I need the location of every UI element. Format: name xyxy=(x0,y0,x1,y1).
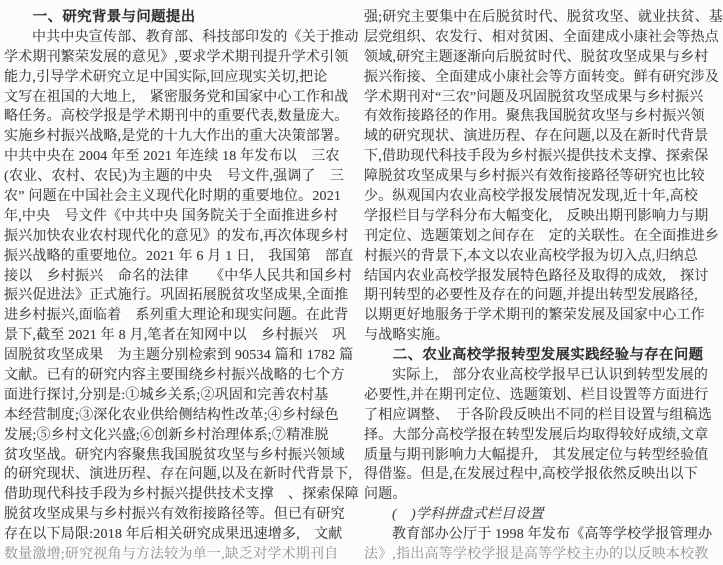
text-line: 接以 乡村振兴 命名的法律 《中华人民共和国乡村 xyxy=(4,268,352,284)
text-line: 与战略实施。 xyxy=(364,328,450,344)
text-line: 振兴促进法》正式施行。巩固拓展脱贫攻坚成果,全面推 xyxy=(4,288,349,304)
text-line: 法》,指出高等学校学报是高等学校主办的以反映本校教 xyxy=(364,547,709,563)
text-line: 层党组织、农发行、相对贫困、全面建成小康社会等热点 xyxy=(364,29,719,45)
subsection-heading: ( )学科拼盘式栏目设置 xyxy=(392,507,544,523)
text-line: 障脱贫攻坚成果与乡村振兴有效衔接路径等研究也比较 xyxy=(364,169,705,185)
text-line: 振兴衔接、全面建成小康社会等方面转变。鲜有研究涉及 xyxy=(364,69,719,85)
text-line: 强;研究主要集中在后脱贫时代、脱贫攻坚、就业扶贫、基 xyxy=(364,10,723,25)
text-line: 少。纵观国内农业高校学报发展情况发现,近十年,高校 xyxy=(364,189,698,205)
section-heading: 二、农业高校学报转型发展实践经验与存在问题 xyxy=(392,347,704,364)
text-line: 贫攻坚战。研究内容聚焦我国脱贫攻坚与乡村振兴领域 xyxy=(4,447,345,463)
text-line: 文献。已有的研究内容主要围绕乡村振兴战略的七个方 xyxy=(4,368,345,384)
text-line: 固脱贫攻坚成果 为主题分别检索到 90534 篇和 1782 篇 xyxy=(4,348,354,364)
text-line: 有效衔接路径的作用。聚焦我国脱贫攻坚与乡村振兴领 xyxy=(364,109,705,125)
text-line: 景下,截至 2021 年 8 月,笔者在知网中以 乡村振兴 巩 xyxy=(4,328,347,344)
text-line: 必要性,并在期刊定位、选题策划、栏目设置等方面进行 xyxy=(364,387,709,403)
text-line: 数量激增;研究视角与方法较为单一,缺乏对学术期刊自 xyxy=(4,547,339,563)
text-line: 本经营制度;③深化农业供给侧结构性改革;④乡村绿色 xyxy=(4,407,339,423)
text-line: 域的研究现状、演进历程、存在问题,以及在新时代背景 xyxy=(364,129,709,145)
text-line: 领域,研究主题逐渐向后脱贫时代、脱贫攻坚成果与乡村 xyxy=(364,49,709,65)
text-line: 的研究现状、演进历程、存在问题,以及在新时代背景下, xyxy=(4,467,353,483)
text-line: 学术期刊对“三农”问题及巩固脱贫攻坚成果与乡村振兴 xyxy=(364,89,704,105)
right-text-column xyxy=(364,8,723,563)
text-line: 实施乡村振兴战略,是党的十九大作出的重大决策部署。 xyxy=(4,129,349,145)
text-line: 面进行探讨,分别是:①城乡关系;②巩固和完善农村基 xyxy=(4,387,329,403)
text-line: 农” 问题在中国社会主义现代化时期的重要地位。2021 xyxy=(4,189,342,205)
text-line: 质量与期刊影响力大幅提升, 其发展定位与转型经验值 xyxy=(364,447,709,463)
text-line: 脱贫攻坚成果与乡村振兴有效衔接路径等。但已有研究 xyxy=(4,507,345,523)
text-line: 年,中央 号文件《中共中央 国务院关于全面推进乡村 xyxy=(4,208,338,224)
text-line: 村振兴的背景下,本文以农业高校学报为切入点,归纳总 xyxy=(364,248,698,264)
text-line: 得借鉴。但是,在发展过程中,高校学报依然反映出以下 xyxy=(364,467,698,483)
text-line: 学报栏目与学科分布大幅变化, 反映出期刊影响力与期 xyxy=(364,208,709,224)
text-line: 中共中央在 2004 年至 2021 年连续 18 年发布以 三农 xyxy=(4,149,340,165)
text-line: (农业、农村、农民)为主题的中央 号文件,强调了 三 xyxy=(4,169,345,185)
text-line: 进乡村振兴,面临着 系列重大理论和现实问题。在此背 xyxy=(4,308,349,324)
text-line: 择。大部分高校学报在转型发展后均取得较好成绩,文章 xyxy=(364,427,709,443)
text-line: 能力,引导学术研究立足中国实际,回应现实关切,把论 xyxy=(4,69,328,85)
text-line: 了相应调整、 于各阶段反映出不同的栏目设置与组稿选 xyxy=(364,407,712,423)
text-line: 实际上, 部分农业高校学报早已认识到转型发展的 xyxy=(392,368,709,384)
text-line: 中共中央宣传部、教育部、科技部印发的《关于推动 xyxy=(32,29,359,45)
text-line: 发展;⑤乡村文化兴盛;⑥创新乡村治理体系;⑦精准脱 xyxy=(4,427,329,443)
text-line: 结国内农业高校学报发展特色路径及取得的成效, 探讨 xyxy=(364,268,709,284)
section-heading: 一、研究背景与问题提出 xyxy=(32,9,196,25)
text-line: 教育部办公厅于 1998 年发布《高等学校学报管理办 xyxy=(392,527,713,543)
text-line: 略任务。高校学报是学术期刊中的重要代表,数量庞大。 xyxy=(4,109,349,125)
text-line: 学术期刊繁荣发展的意见》,要求学术期刊提升学术引领 xyxy=(4,49,349,65)
text-line: 借助现代科技手段为乡村振兴提供技术支撑 、探索保障 xyxy=(4,487,359,503)
text-line: 问题。 xyxy=(364,487,407,503)
text-line: 振兴加快农业农村现代化的意见》的发布,再次体现乡村 xyxy=(4,228,349,244)
text-line: 文写在祖国的大地上, 紧密服务党和国家中心工作和战 xyxy=(4,89,349,105)
left-text-column xyxy=(4,8,359,563)
text-line: 以期更好地服务于学术期刊的繁荣发展及国家中心工作 xyxy=(364,308,705,324)
text-line: 刊定位、选题策划之间存在 定的关联性。在全面推进乡 xyxy=(364,228,719,244)
text-line: 期刊转型的必要性及存在的问题,并提出转型发展路径, xyxy=(364,288,698,304)
text-line: 振兴战略的重要地位。2021 年 6 月 1 日, 我国第 部直 xyxy=(4,248,354,264)
text-line: 下,借助现代科技手段为乡村振兴提供技术支撑、探索保 xyxy=(364,149,709,165)
text-line: 存在以下局限:2018 年后相关研究成果迅速增多, 文献 xyxy=(4,527,343,543)
